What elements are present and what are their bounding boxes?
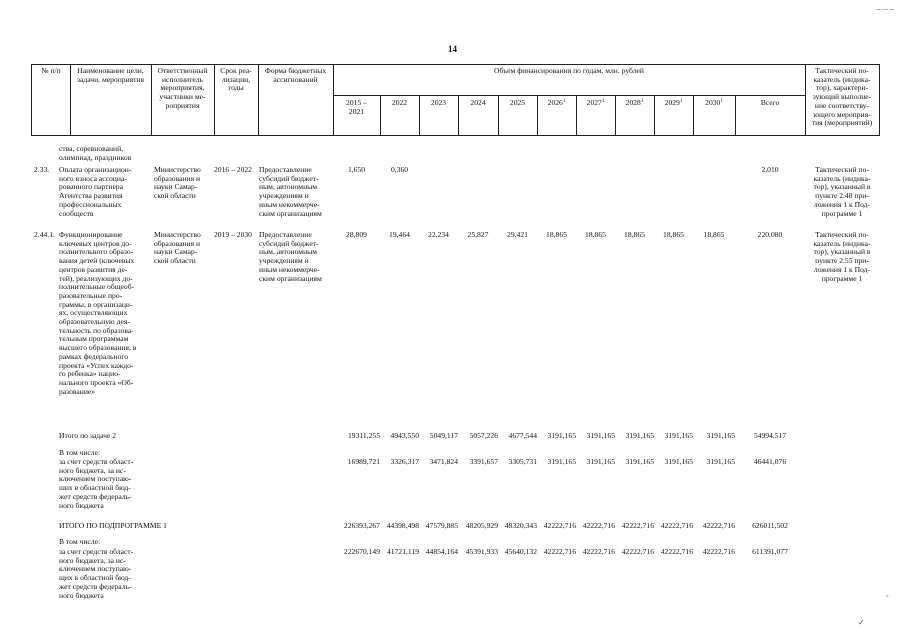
- subprogram-value: 226393,267: [343, 521, 380, 530]
- total-value: 3191,165: [586, 431, 615, 440]
- row-form: Предоставление субсидий бюджет- ным, автономным учреждениям и иным некоммерче- ским организациям: [259, 230, 322, 283]
- year-header: 2022: [391, 98, 408, 107]
- row-name: Оплата организацион- ного взноса ассоциа- рованного партнера Агентства развития профессиональных сообществ: [59, 165, 132, 218]
- budget-value-all: 46441,076: [753, 457, 787, 466]
- header-tactical: Тактический по- казатель (индика- тор), характери- зующий выполне- ние соответству- ющего мероприя- тия (мероприятий): [811, 66, 873, 128]
- header-num: № п/п: [41, 66, 61, 75]
- subprogram-value: 42222,716: [621, 521, 654, 530]
- budget-value: 42222,716: [582, 547, 615, 556]
- total-label: Итого по задаче 2: [59, 431, 117, 440]
- including-label: В том числе:: [59, 448, 101, 457]
- year-header: 2028$^1$: [625, 98, 644, 107]
- year-header: 2026$^1$: [547, 98, 566, 107]
- budget-value: 42222,716: [660, 547, 693, 556]
- total-value: 4677,544: [508, 431, 537, 440]
- total-value: 3191,165: [664, 431, 693, 440]
- budget-value: 3191,165: [547, 457, 576, 466]
- row-term: 2019 – 2030: [214, 230, 252, 239]
- value-cell-total: 220,080: [757, 230, 783, 239]
- subprogram-value: 44398,498: [386, 521, 419, 530]
- row-form: Предоставление субсидий бюджет- ным, автономным учреждениям и иным некоммерче- ским организациям: [259, 165, 322, 218]
- budget-value: 3391,657: [469, 457, 498, 466]
- value-cell: 0,360: [390, 165, 409, 174]
- year-header: 2027$^1$: [586, 98, 605, 107]
- budget-value: 3305,731: [508, 457, 537, 466]
- year-header: 2015 – 2021: [346, 98, 367, 116]
- year-header: 2024: [470, 98, 486, 107]
- budget-value: 42222,716: [621, 547, 654, 556]
- row-name: Функционирование ключевых центров до- полнительного образо- вания детей (ключевых центров развития де- тей), реализующих до- полнительные общеоб- разовательные про- граммы, в организаци- ях, осуществляющих образовательную дея- тельность по образова- тельным программам высшего образования, в рамках федерального проекта «Успех каждо- го ребенка» нацио- нального проекта «Об- разование»: [59, 230, 137, 396]
- year-header-total: Всего: [760, 98, 780, 107]
- budget-value: 3191,165: [706, 457, 735, 466]
- check-mark: ✓: [858, 618, 865, 627]
- year-header: 2023: [430, 98, 447, 107]
- budget-value: 45640,132: [504, 547, 537, 556]
- total-value-all: 54994,517: [753, 431, 787, 440]
- budget-value: 45391,933: [465, 547, 498, 556]
- budget-value: 3191,165: [586, 457, 615, 466]
- budget-value: 3471,824: [429, 457, 458, 466]
- budget-value: 42222,716: [702, 547, 735, 556]
- total-value: 3191,165: [547, 431, 576, 440]
- row-number: 2.44.1.: [34, 230, 55, 239]
- subprogram-value: 48320,343: [504, 521, 537, 530]
- value-cell: 18,865: [703, 230, 725, 239]
- value-cell: 19,464: [389, 230, 410, 239]
- subprogram-value: 42222,716: [660, 521, 693, 530]
- budget-value: 3326,317: [390, 457, 419, 466]
- subprogram-value: 42222,716: [702, 521, 735, 530]
- row-tactical: Тактический по- казатель (индика- тор), указанный в пункте 2.55 при- ложения 1 к Под- программе 1: [813, 230, 871, 283]
- budget-label: за счет средств област- ного бюджета, за ис- ключением поступаю- щих в областной бюд- жет средств федераль- ного бюджета: [59, 547, 134, 600]
- year-header: 2025: [509, 98, 526, 107]
- row-number: 2.33.: [34, 165, 50, 174]
- total-value: 19311,255: [348, 431, 380, 440]
- tick-mark: ˇ: [886, 594, 889, 603]
- value-cell: 28,809: [346, 230, 367, 239]
- budget-value: 42222,716: [543, 547, 576, 556]
- year-header: 2029$^1$: [664, 98, 683, 107]
- budget-label: за счет средств област- ного бюджета, за ис- ключением поступаю- ших в областной бюд- жет средств федераль- ного бюджета: [59, 457, 134, 510]
- page-number: 14: [448, 44, 457, 54]
- value-cell: 29,421: [507, 230, 528, 239]
- header-form: Форма бюджетных ассигнований: [264, 66, 327, 84]
- value-cell: 18,865: [546, 230, 567, 239]
- value-cell-total: 2,010: [761, 165, 779, 174]
- row-term: 2016 – 2022: [214, 165, 252, 174]
- corner-mark: _ _ _: [876, 1, 894, 11]
- value-cell: 18,865: [585, 230, 606, 239]
- header-name: Наименование цели, задачи, мероприятия: [76, 66, 145, 84]
- total-value: 5057,226: [469, 431, 498, 440]
- year-header: 2030$^1$: [705, 98, 723, 107]
- subprogram-value: 47579,885: [425, 521, 458, 530]
- total-value: 3191,165: [625, 431, 654, 440]
- subprogram-total-label: ИТОГО ПО ПОДПРОГРАММЕ 1: [59, 521, 167, 530]
- including-label: В том числе:: [59, 537, 101, 546]
- value-cell: 18,865: [624, 230, 645, 239]
- total-value: 3191,165: [706, 431, 735, 440]
- row-tactical: Тактический по- казатель (индика- тор), указанный в пункте 2.48 при- ложения 1 к Под- программе 1: [813, 165, 871, 218]
- value-cell: 18,865: [663, 230, 684, 239]
- subprogram-value-all: 626011,502: [752, 521, 788, 530]
- subprogram-value: 48205,929: [465, 521, 498, 530]
- subprogram-value: 42222,716: [543, 521, 576, 530]
- budget-value: 16989,721: [347, 457, 380, 466]
- row-responsible: Министерство образования и науки Самар- ской области: [154, 165, 201, 201]
- budget-value: 222670,149: [343, 547, 380, 556]
- budget-value: 44854,164: [425, 547, 458, 556]
- value-cell: 25,827: [467, 230, 489, 239]
- budget-value: 3191,165: [664, 457, 693, 466]
- header-term: Срок реа- лизации, годы: [220, 66, 252, 93]
- budget-value: 3191,165: [625, 457, 654, 466]
- subprogram-value: 42222,716: [582, 521, 615, 530]
- total-value: 4943,550: [390, 431, 419, 440]
- row-responsible: Министерство образования и науки Самар- ской области: [154, 230, 201, 266]
- value-cell: 22,234: [428, 230, 449, 239]
- total-value: 5049,117: [429, 431, 458, 440]
- header-responsible: Ответственный исполнитель мероприятия, участники ме- роприятия: [157, 66, 208, 110]
- budget-value: 41721,119: [387, 547, 419, 556]
- continuation-text: ства, соревнований, олимпиад, праздников: [59, 144, 132, 162]
- value-cell: 1,650: [347, 165, 366, 174]
- budget-value-all: 611391,077: [752, 547, 788, 556]
- header-volume: Объем финансирования по годам, млн. рублей: [494, 66, 644, 75]
